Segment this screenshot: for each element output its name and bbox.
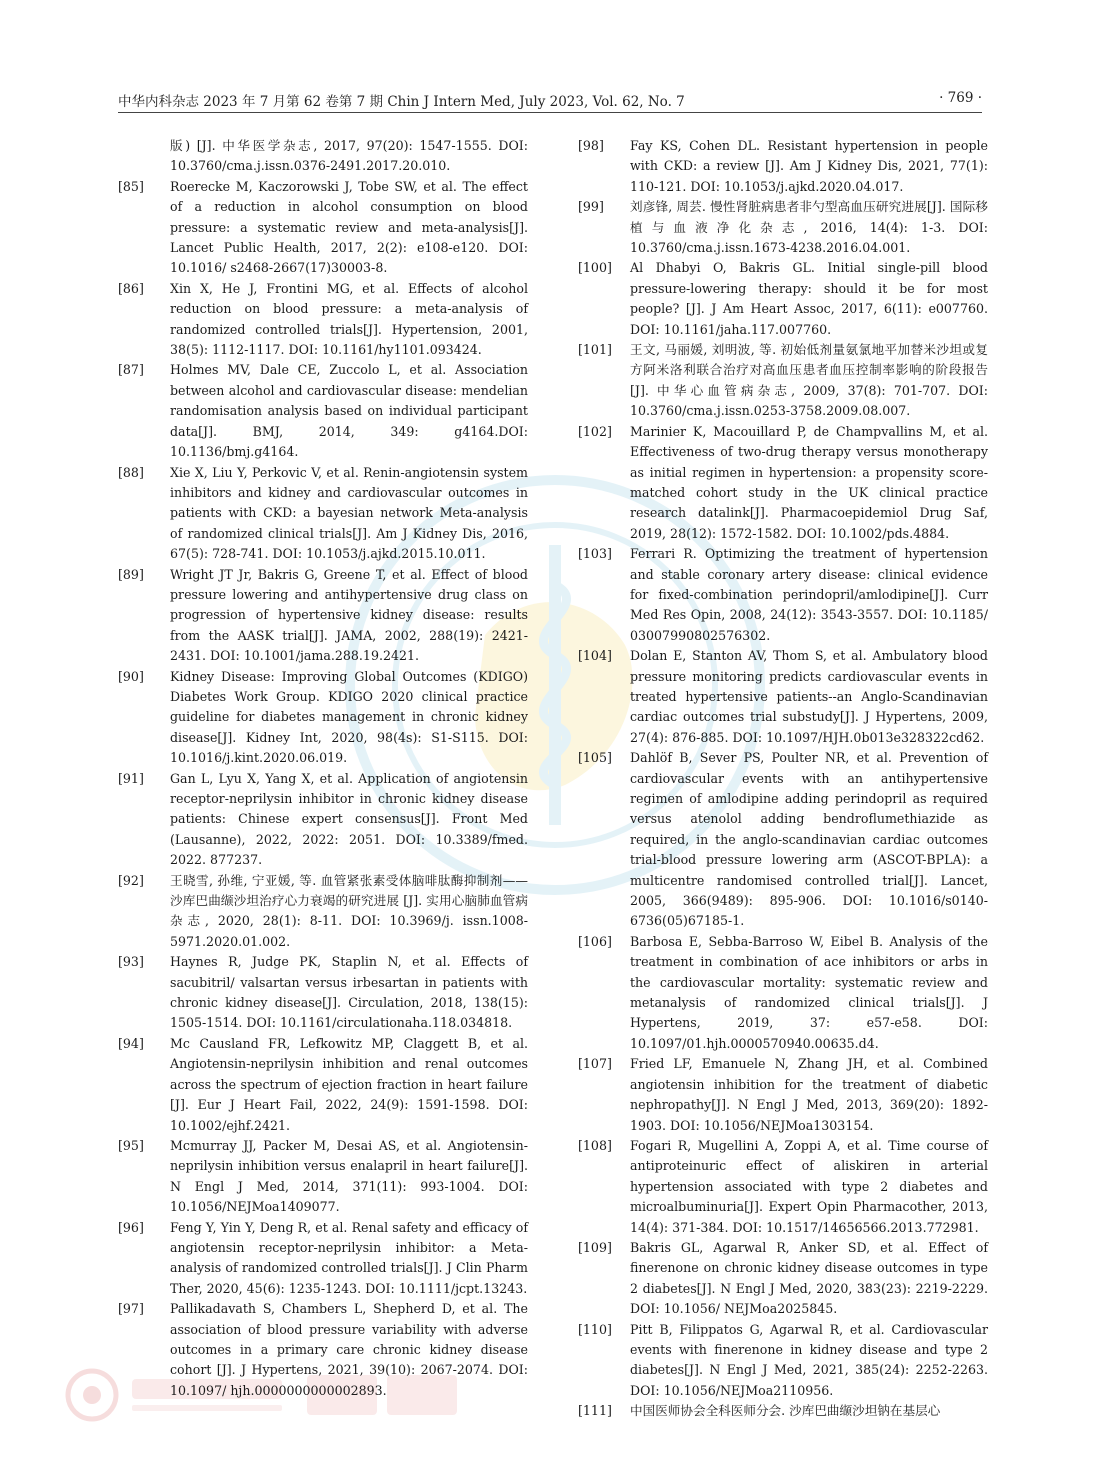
reference-entry xyxy=(118,136,528,177)
reference-entry xyxy=(118,360,528,462)
reference-text: Feng Y, Yin Y, Deng R, et al. Renal safety and efficacy of angiotensin receptor-neprilysin inhibitor: a Meta-analysis of randomized controlled trials[J]. J Clin Pharm Ther, 2020, 45(6): 1235-1243. DOI: 10.1111/jcpt.13243. xyxy=(170,1219,528,1296)
reference-text: 中国医师协会全科医师分会. 沙库巴曲缬沙坦钠在基层心 xyxy=(630,1403,941,1419)
reference-number: [111] xyxy=(578,1403,612,1419)
reference-entry xyxy=(578,646,988,748)
reference-number: [103] xyxy=(578,546,612,562)
reference-number: [104] xyxy=(578,648,612,664)
reference-entry xyxy=(578,197,988,258)
reference-entry xyxy=(118,1034,528,1136)
reference-entry xyxy=(118,463,528,565)
reference-number: [107] xyxy=(578,1056,612,1072)
reference-number: [105] xyxy=(578,750,612,766)
reference-text: 版) [J]. 中华医学杂志, 2017, 97(20): 1547-1555. DOI: 10.3760/cma.j.issn.0376-2491.2017.20.010. xyxy=(170,138,528,174)
reference-column-left xyxy=(118,136,528,1401)
journal-citation: 中华内科杂志 2023 年 7 月第 62 卷第 7 期 Chin J Intern Med, July 2023, Vol. 62, No. 7 xyxy=(118,94,685,110)
reference-entry xyxy=(578,258,988,340)
reference-entry xyxy=(118,565,528,667)
reference-text: 刘彦锋, 周芸. 慢性肾脏病患者非勺型高血压研究进展[J]. 国际移植与血液净化杂志, 2016, 14(4): 1-3. DOI: 10.3760/cma.j.issn.1673-4238.2016.04.001. xyxy=(630,199,988,256)
reference-text: Gan L, Lyu X, Yang X, et al. Application of angiotensin receptor-neprilysin inhibitor in chronic kidney disease patients: Chinese expert consensus[J]. Front Med (Lausanne), 2022, 2022: 2051. DOI: 10.3389/fmed. 2022. 877237. xyxy=(170,770,528,868)
reference-number: [87] xyxy=(118,362,144,378)
reference-text: 王文, 马丽媛, 刘明波, 等. 初始低剂量氨氯地平加替米沙坦或复方阿米洛利联合治疗对高血压患者血压控制率影响的阶段报告[J]. 中华心血管病杂志, 2009, 37(8): 701-707. DOI: 10.3760/cma.j.issn.0253-3758.2009.08.007. xyxy=(630,342,988,419)
reference-number: [93] xyxy=(118,954,144,970)
reference-text: Dahlöf B, Sever PS, Poulter NR, et al. Prevention of cardiovascular events with an antihypertensive regimen of amlodipine adding perindopril as required versus atenolol adding bendroflumethiazide as required, in the anglo-scandinavian cardiac outcomes trial-blood pressure lowering arm (ASCOT-BPLA): a multicentre randomised controlled trial[J]. Lancet, 2005, 366(9489): 895-906. DOI: 10.1016/s0140-6736(05)67185-1. xyxy=(630,750,988,929)
reference-text: Al Dhabyi O, Bakris GL. Initial single-pill blood pressure-lowering therapy: should it be for most people? [J]. J Am Heart Assoc, 2017, 6(11): e007760. DOI: 10.1161/jaha.117.007760. xyxy=(630,260,988,337)
reference-number: [98] xyxy=(578,138,604,153)
reference-number: [99] xyxy=(578,199,604,215)
reference-entry xyxy=(578,1401,988,1421)
reference-number: [89] xyxy=(118,566,144,582)
reference-text: Haynes R, Judge PK, Staplin N, et al. Effects of sacubitril/ valsartan versus irbesartan in patients with chronic kidney disease[J]. Circulation, 2018, 138(15): 1505-1514. DOI: 10.1161/circulationaha.118.034818. xyxy=(170,954,528,1031)
reference-entry xyxy=(578,136,988,197)
reference-number: [92] xyxy=(118,872,144,888)
reference-entry xyxy=(578,544,988,646)
reference-number: [101] xyxy=(578,342,612,358)
reference-number: [106] xyxy=(578,933,612,949)
page-number: · 769 · xyxy=(939,90,982,106)
reference-entry xyxy=(118,177,528,279)
reference-text: Fried LF, Emanuele N, Zhang JH, et al. Combined angiotensin inhibition for the treatment of diabetic nephropathy[J]. N Engl J Med, 2013, 369(20): 1892-1903. DOI: 10.1056/NEJMoa1303154. xyxy=(630,1056,988,1133)
reference-number: [91] xyxy=(118,770,144,786)
reference-entry xyxy=(578,748,988,932)
reference-entry xyxy=(118,952,528,1034)
reference-entry xyxy=(118,1218,528,1300)
reference-column-right xyxy=(578,136,988,1422)
reference-text: Mc Causland FR, Lefkowitz MP, Claggett B, et al. Angiotensin-neprilysin inhibition and renal outcomes across the spectrum of ejection fraction in heart failure [J]. Eur J Heart Fail, 2022, 24(9): 1591-1598. DOI: 10.1002/ejhf.2421. xyxy=(170,1035,528,1133)
reference-number: [95] xyxy=(118,1137,144,1153)
reference-entry xyxy=(118,279,528,361)
running-header xyxy=(118,86,982,113)
reference-text: Roerecke M, Kaczorowski J, Tobe SW, et al. The effect of a reduction in alcohol consumption on blood pressure: a systematic review and meta-analysis[J]. Lancet Public Health, 2017, 2(2): e108-e120. DOI: 10.1016/ s2468-2667(17)30003-8. xyxy=(170,178,528,276)
reference-number: [97] xyxy=(118,1301,144,1317)
reference-entry xyxy=(578,1136,988,1238)
reference-number: [94] xyxy=(118,1035,144,1051)
reference-entry xyxy=(118,1299,528,1401)
reference-entry xyxy=(578,340,988,422)
reference-text: 王晓雪, 孙维, 宁亚媛, 等. 血管紧张素受体脑啡肽酶抑制剂——沙库巴曲缬沙坦治疗心力衰竭的研究进展 [J]. 实用心脑肺血管病杂志, 2020, 28(1): 8-11. DOI: 10.3969/j. issn.1008-5971.2020.01.002. xyxy=(170,872,528,949)
reference-entry xyxy=(118,871,528,953)
reference-entry xyxy=(118,769,528,871)
reference-text: Marinier K, Macouillard P, de Champvallins M, et al. Effectiveness of two-drug therapy versus monotherapy as initial regimen in hypertension: a propensity score-matched cohort study in the UK clinical practice research datalink[J]. Pharmacoepidemiol Drug Saf, 2019, 28(12): 1572-1582. DOI: 10.1002/pds.4884. xyxy=(630,423,988,541)
reference-number: [110] xyxy=(578,1321,612,1337)
reference-text: Barbosa E, Sebba-Barroso W, Eibel B. Analysis of the treatment in combination of ace inhibitors or arbs in the cardiovascular mortality: systematic review and metanalysis of randomized clinical trials[J]. J Hypertens, 2019, 37: e57-e58. DOI: 10.1097/01.hjh.0000570940.00635.d4. xyxy=(630,933,988,1051)
reference-entry xyxy=(578,1320,988,1402)
reference-text: Wright JT Jr, Bakris G, Greene T, et al. Effect of blood pressure lowering and antihypertensive drug class on progression of hypertensive kidney disease: results from the AASK trial[J]. JAMA, 2002, 288(19): 2421-2431. DOI: 10.1001/jama.288.19.2421. xyxy=(170,566,528,664)
reference-number: [96] xyxy=(118,1219,144,1235)
reference-text: Fay KS, Cohen DL. Resistant hypertension in people with CKD: a review [J]. Am J Kidney Dis, 2021, 77(1): 110-121. DOI: 10.1053/j.ajkd.2020.04.017. xyxy=(630,138,988,194)
reference-text: Xin X, He J, Frontini MG, et al. Effects of alcohol reduction on blood pressure: a meta-analysis of randomized controlled trials[J]. Hypertension, 2001, 38(5): 1112-1117. DOI: 10.1161/hy1101.093424. xyxy=(170,280,528,358)
reference-number: [88] xyxy=(118,464,144,480)
reference-entry xyxy=(578,1054,988,1136)
reference-text: Ferrari R. Optimizing the treatment of hypertension and stable coronary artery disease: clinical evidence for fixed-combination perindopril/amlodipine[J]. Curr Med Res Opin, 2008, 24(12): 3543-3557. DOI: 10.1185/ 03007990802576302. xyxy=(630,546,988,643)
reference-text: Fogari R, Mugellini A, Zoppi A, et al. Time course of antiproteinuric effect of aliskiren in arterial hypertension associated with type 2 diabetes and microalbuminuria[J]. Expert Opin Pharmacother, 2013, 14(4): 371-384. DOI: 10.1517/14656566.2013.772981. xyxy=(630,1137,988,1235)
reference-entry xyxy=(578,932,988,1054)
reference-text: Holmes MV, Dale CE, Zuccolo L, et al. Association between alcohol and cardiovascular disease: mendelian randomisation analysis based on individual participant data[J]. BMJ, 2014, 349: g4164.DOI: 10.1136/bmj.g4164. xyxy=(170,362,528,460)
reference-number: [102] xyxy=(578,423,612,439)
reference-text: Dolan E, Stanton AV, Thom S, et al. Ambulatory blood pressure monitoring predicts cardiovascular events in treated hypertensive patients--an Anglo-Scandinavian cardiac outcomes trial substudy[J]. J Hypertens, 2009, 27(4): 876-885. DOI: 10.1097/HJH.0b013e328322cd62. xyxy=(630,648,988,745)
reference-text: Bakris GL, Agarwal R, Anker SD, et al. Effect of finerenone on chronic kidney disease outcomes in type 2 diabetes[J]. N Engl J Med, 2020, 383(23): 2219-2229. DOI: 10.1056/ NEJMoa2025845. xyxy=(630,1239,988,1317)
reference-text: Mcmurray JJ, Packer M, Desai AS, et al. Angiotensin-neprilysin inhibition versus enalapril in heart failure[J]. N Engl J Med, 2014, 371(11): 993-1004. DOI: 10.1056/NEJMoa1409077. xyxy=(170,1137,528,1215)
reference-text: Kidney Disease: Improving Global Outcomes (KDIGO) Diabetes Work Group. KDIGO 2020 clinical practice guideline for diabetes management in chronic kidney disease[J]. Kidney Int, 2020, 98(4s): S1-S115. DOI: 10.1016/j.kint.2020.06.019. xyxy=(170,668,528,766)
reference-entry xyxy=(118,667,528,769)
reference-number: [85] xyxy=(118,178,144,194)
reference-number: [100] xyxy=(578,260,612,276)
reference-entry xyxy=(578,422,988,544)
reference-text: Xie X, Liu Y, Perkovic V, et al. Renin-angiotensin system inhibitors and kidney and cardiovascular outcomes in patients with CKD: a bayesian network Meta-analysis of randomized clinical trials[J]. Am J Kidney Dis, 2016, 67(5): 728-741. DOI: 10.1053/j.ajkd.2015.10.011. xyxy=(170,464,528,562)
reference-number: [108] xyxy=(578,1137,612,1153)
reference-number: [109] xyxy=(578,1239,612,1255)
reference-entry xyxy=(118,1136,528,1218)
reference-entry xyxy=(578,1238,988,1320)
reference-number: [90] xyxy=(118,668,144,684)
reference-number: [86] xyxy=(118,280,144,296)
reference-text: Pitt B, Filippatos G, Agarwal R, et al. Cardiovascular events with finerenone in kidney disease and type 2 diabetes[J]. N Engl J Med, 2021, 385(24): 2252-2263. DOI: 10.1056/NEJMoa2110956. xyxy=(630,1321,988,1398)
reference-text: Pallikadavath S, Chambers L, Shepherd D, et al. The association of blood pressure variability with adverse outcomes in a primary care chronic kidney disease cohort [J]. J Hypertens, 2021, 39(10): 2067-2074. DOI: 10.1097/ hjh.0000000000002893. xyxy=(170,1301,528,1398)
